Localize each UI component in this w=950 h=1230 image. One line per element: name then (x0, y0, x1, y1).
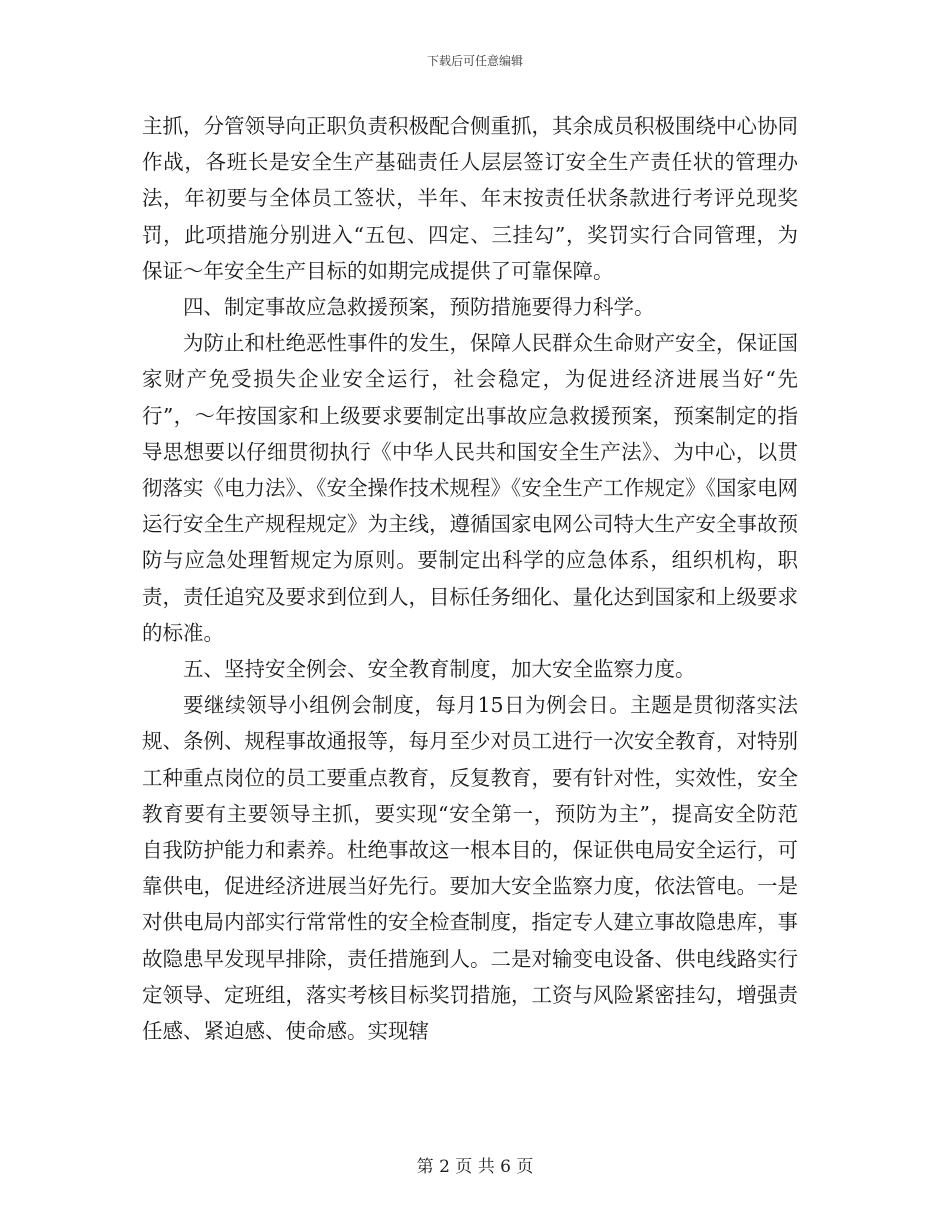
section-heading-5: 五、坚持安全例会、安全教育制度，加大安全监察力度。 (183, 657, 696, 682)
document-body (142, 108, 798, 1049)
paragraph-emergency-plan: 为防止和杜绝恶性事件的发生，保障人民群众生命财产安全，保证国家财产免受损失企业安全运行，社会稳定，为促进经济进展当好“先行”，～年按国家和上级要求要制定出事故应急救援预案，预案制定的指导思想要以仔细贯彻执行《中华人民共和国安全生产法》、为中心，以贯彻落实《电力法》、《安全操作技术规程》《安全生产工作规定》《国家电网运行安全生产规程规定》为主线，遵循国家电网公司特大生产安全事故预防与应急处理暂规定为原则。要制定出科学的应急体系，组织机构，职责，责任追究及要求到位到人，目标任务细化、量化达到国家和上级要求的标准。 (142, 331, 798, 645)
section-heading-4: 四、制定事故应急救援预案，预防措施要得力科学。 (183, 295, 655, 320)
page-number: 第 2 页 共 6 页 (416, 1157, 534, 1177)
paragraph-safety-meeting: 要继续领导小组例会制度，每月15日为例会日。主题是贯彻落实法规、条例、规程事故通报等，每月至少对员工进行一次安全教育，对特别工种重点岗位的员工要重点教育，反复教育，要有针对性，实效性，安全教育要有主要领导主抓，要实现“安全第一，预防为主”，提高安全防范自我防护能力和素养。杜绝事故这一根本目的，保证供电局安全运行，可靠供电，促进经济进展当好先行。要加大安全监察力度，依法管电。一是对供电局内部实行常常性的安全检查制度，指定专人建立事故隐患库，事故隐患早发现早排除，责任措施到人。二是对输变电设备、供电线路实行定领导、定班组，落实考核目标奖罚措施，工资与风险紧密挂勾，增强责任感、紧迫感、使命感。实现辖 (142, 693, 798, 1044)
paragraph-continued: 主抓，分管领导向正职负责积极配合侧重抓，其余成员积极围绕中心协同作战，各班长是安全生产基础责任人层层签订安全生产责任状的管理办法，年初要与全体员工签状，半年、年末按责任状条款进行考评兑现奖罚，此项措施分别进入“五包、四定、三挂勾”，奖罚实行合同管理，为保证～年安全生产目标的如期完成提供了可靠保障。 (142, 114, 798, 283)
page-header: 下载后可任意编辑 (426, 54, 523, 68)
